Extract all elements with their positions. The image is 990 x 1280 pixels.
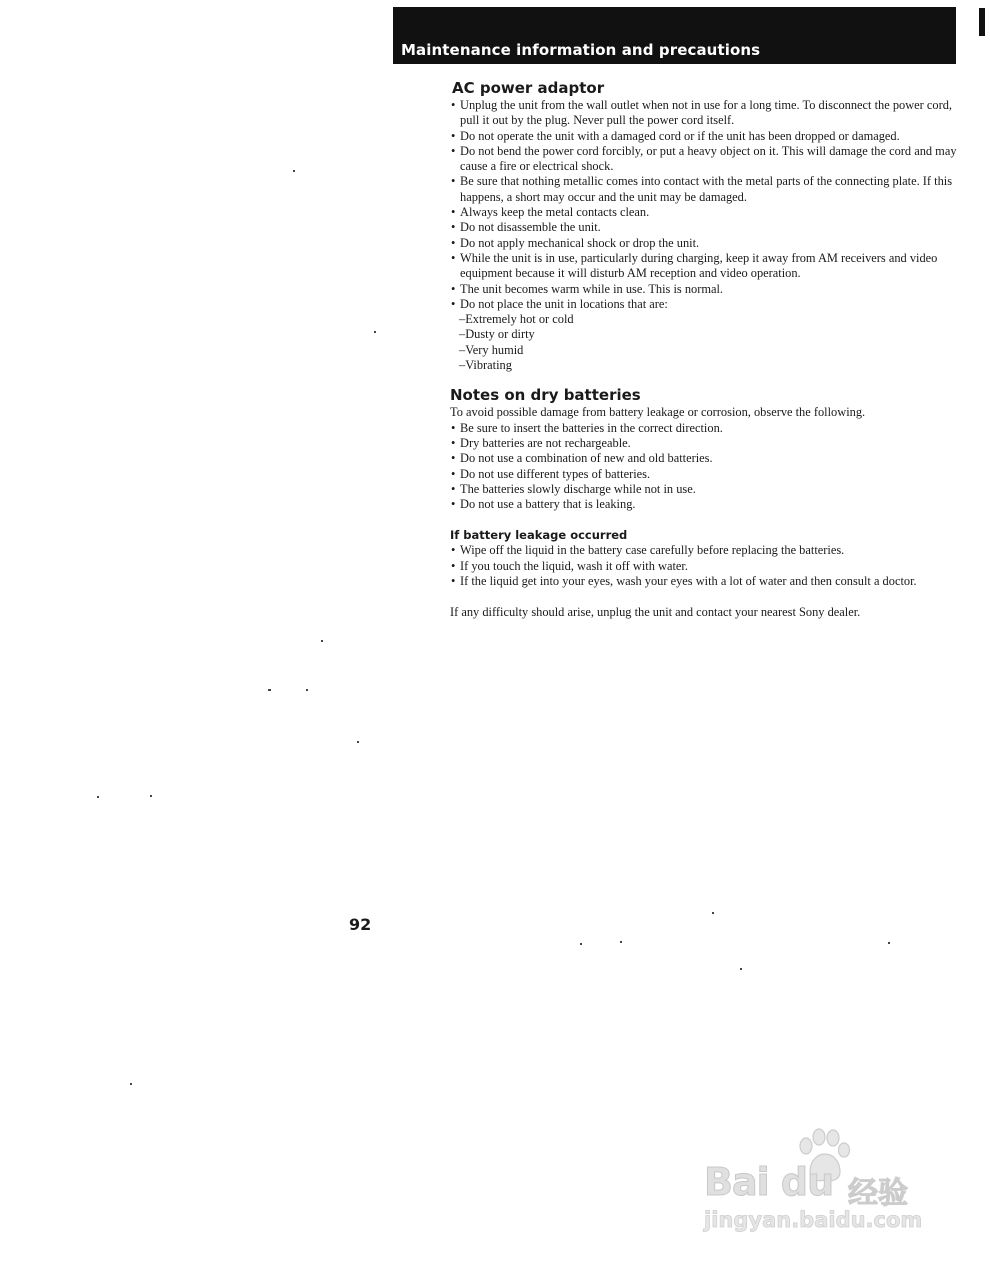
dry-batteries-intro: To avoid possible damage from battery leakage or corrosion, observe the following. bbox=[450, 405, 866, 420]
page-number: 92 bbox=[349, 915, 372, 934]
scan-speck bbox=[580, 943, 582, 945]
watermark-url: jingyan.baidu.com bbox=[704, 1208, 923, 1232]
closing-note: If any difficulty should arise, unplug the unit and contact your nearest Sony dealer. bbox=[450, 605, 861, 620]
list-item: • Do not use a combination of new and old batteries. bbox=[450, 451, 960, 466]
list-item: • Do not use different types of batteries. bbox=[450, 467, 960, 482]
location-sublist bbox=[450, 312, 960, 373]
scan-speck bbox=[620, 941, 622, 943]
location-item: – Very humid bbox=[450, 343, 960, 358]
watermark-cn: 经验 bbox=[848, 1176, 908, 1211]
list-item: • The batteries slowly discharge while not in use. bbox=[450, 482, 960, 497]
scan-speck bbox=[150, 795, 152, 797]
scan-speck bbox=[306, 689, 308, 691]
scan-speck bbox=[293, 170, 295, 172]
scan-speck bbox=[888, 942, 890, 944]
list-item: • Do not apply mechanical shock or drop the unit. bbox=[450, 236, 960, 251]
ac-adaptor-heading: AC power adaptor bbox=[452, 79, 605, 97]
location-item: – Dusty or dirty bbox=[450, 327, 960, 342]
list-item: • Do not operate the unit with a damaged cord or if the unit has been dropped or damaged. bbox=[450, 129, 960, 144]
scan-speck bbox=[97, 796, 99, 798]
list-item: • Do not place the unit in locations that are: bbox=[450, 297, 960, 312]
list-item: • Dry batteries are not rechargeable. bbox=[450, 436, 960, 451]
scan-speck bbox=[374, 331, 376, 333]
list-item: • Do not disassemble the unit. bbox=[450, 220, 960, 235]
section-header-bar bbox=[393, 7, 956, 64]
list-item: • Always keep the metal contacts clean. bbox=[450, 205, 960, 220]
leakage-heading: If battery leakage occurred bbox=[450, 528, 628, 543]
list-item: • Be sure to insert the batteries in the correct direction. bbox=[450, 421, 960, 436]
list-item: • The unit becomes warm while in use. This is normal. bbox=[450, 282, 960, 297]
leakage-list bbox=[450, 543, 960, 589]
scan-speck bbox=[130, 1083, 132, 1085]
dry-batteries-section bbox=[450, 386, 960, 620]
scan-speck bbox=[268, 689, 271, 691]
list-item: • Do not use a battery that is leaking. bbox=[450, 497, 960, 512]
location-item: – Extremely hot or cold bbox=[450, 312, 960, 327]
ac-adaptor-list bbox=[450, 98, 960, 312]
list-item: • If the liquid get into your eyes, wash your eyes with a lot of water and then consult a doctor. bbox=[450, 574, 960, 589]
list-item: • While the unit is in use, particularly during charging, keep it away from AM receivers and video equipment because it will disturb AM reception and video operation. bbox=[450, 251, 960, 282]
page-edge-mark bbox=[979, 8, 985, 36]
ac-adaptor-section bbox=[450, 78, 960, 373]
scan-speck bbox=[740, 968, 742, 970]
list-item: • Be sure that nothing metallic comes into contact with the metal parts of the connecting plate. If this happens, a short may occur and the unit may be damaged. bbox=[450, 174, 960, 205]
list-item: • Do not bend the power cord forcibly, or put a heavy object on it. This will damage the cord and may cause a fire or electrical shock. bbox=[450, 144, 960, 175]
section-title: Maintenance information and precautions bbox=[401, 41, 761, 59]
list-item: • If you touch the liquid, wash it off with water. bbox=[450, 559, 960, 574]
location-item: – Vibrating bbox=[450, 358, 960, 373]
scan-speck bbox=[321, 640, 323, 642]
watermark bbox=[700, 1128, 940, 1243]
scan-speck bbox=[357, 741, 359, 743]
dry-batteries-heading: Notes on dry batteries bbox=[450, 386, 641, 405]
list-item: • Wipe off the liquid in the battery case carefully before replacing the batteries. bbox=[450, 543, 960, 558]
dry-batteries-list bbox=[450, 421, 960, 513]
list-item: • Unplug the unit from the wall outlet when not in use for a long time. To disconnect the power cord, pull it out by the plug. Never pull the power cord itself. bbox=[450, 98, 960, 129]
watermark-brand: Bai du bbox=[704, 1160, 834, 1204]
scan-speck bbox=[712, 912, 714, 914]
document-body bbox=[450, 78, 960, 621]
